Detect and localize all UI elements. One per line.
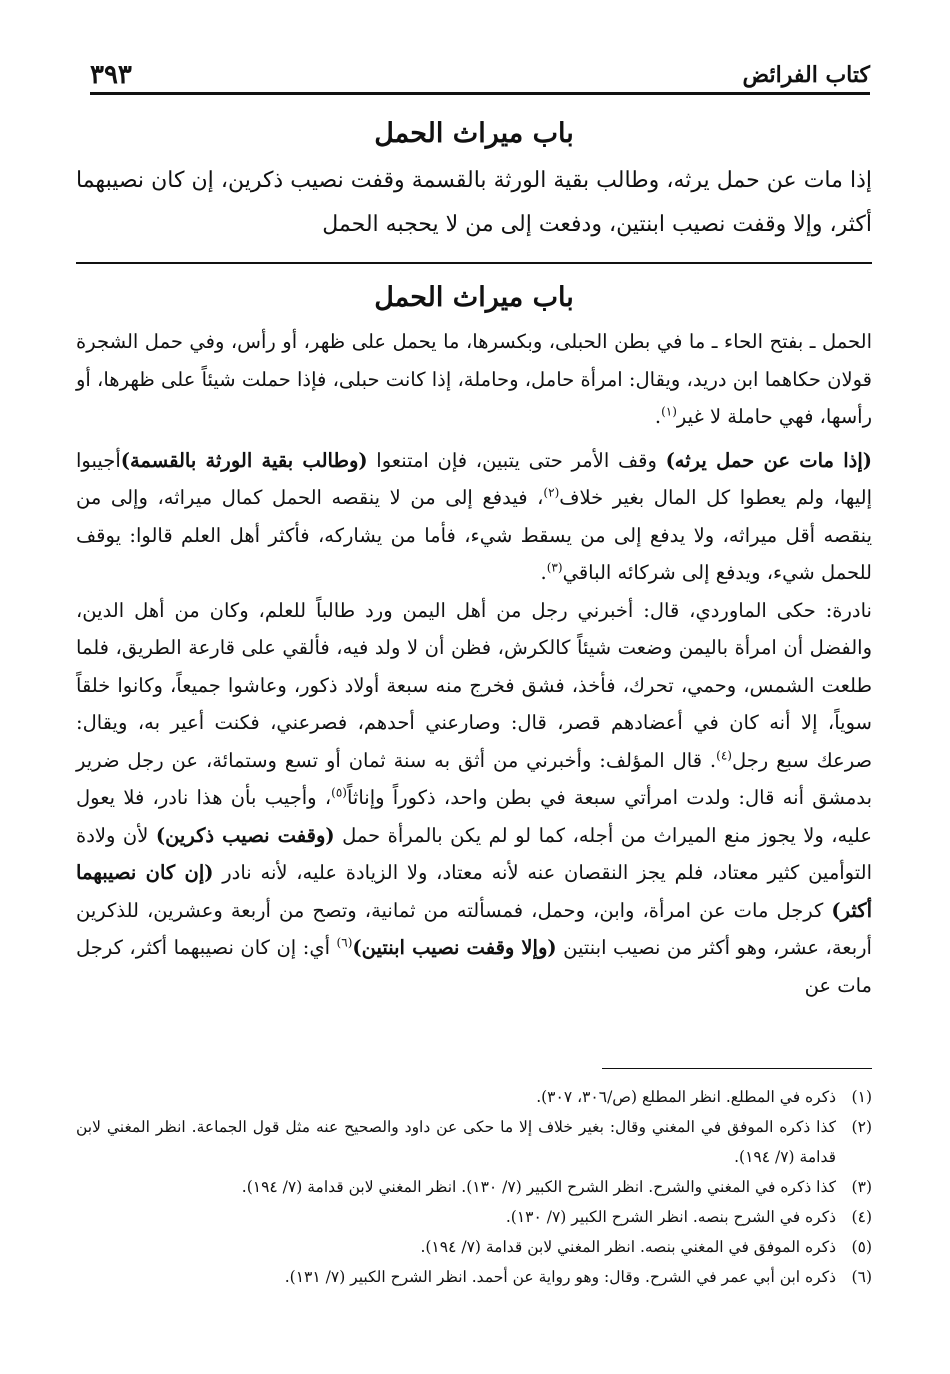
paragraph-text: . [654,405,662,428]
footnote [76,1082,872,1112]
footnote-text: ذكره في الشرح بنصه. انظر الشرح الكبير (٧/ ١٣٠). [505,1208,836,1226]
footnote-number: (٣) [851,1178,872,1196]
quoted-matn: (إذا مات عن حمل يرثه) [665,448,872,472]
commentary-paragraph [76,442,872,592]
quoted-matn: (وإلا وقفت نصيب ابنتين) [352,936,557,959]
commentary-chapter-title: باب ميراث الحمل [374,282,574,313]
paragraph-text: الحمل ـ بفتح الحاء ـ ما في بطن الحبلى، وبكسرها، ما يحمل على ظهر، أو رأس، وفي حمل الشجرة قولان حكاهما ابن دريد، ويقال: امرأة حامل، وحاملة، إذا كانت حبلى، فإذا حملت شيئاً على ظهرها، أو رأسها، فهي حاملة لا غير [76,330,872,428]
footnote-ref[interactable]: (١) [661,404,677,419]
paragraph-text: أي: إن كان نصيبهما أكثر، كرجل مات عن [76,936,872,997]
paragraph-text: ، وأجيب بأن هذا نادر، فلا يعول عليه، ولا يجوز منع الميراث من أجله، كما لو لم يكن بالمرأة حمل [76,786,872,847]
footnote-ref[interactable]: (٥) [331,785,347,800]
footnote-number: (٢) [851,1118,872,1136]
footnote-text: ذكره الموفق في المغني بنصه. انظر المغني لابن قدامة (٧/ ١٩٤). [420,1238,836,1256]
footnote [76,1262,872,1292]
matn-chapter-title: باب ميراث الحمل [374,118,574,149]
footnote-divider [602,1068,872,1069]
footnote-ref[interactable]: (٦) [336,935,353,950]
footnote-ref[interactable]: (٤) [716,748,732,762]
footnote-number: (٤) [851,1208,872,1226]
paragraph-text: وقف الأمر حتى يتبين، فإن امتنعوا [367,448,666,472]
footnote [76,1172,872,1202]
commentary-body [76,323,872,1004]
paragraph-text: لأن ولادة التوأمين كثير معتاد، فلم يجز النقصان عنه لأنه معتاد، ولا الزيادة عليه، لأنه نادر [76,823,872,884]
footnote-ref[interactable]: (٣) [546,560,563,575]
section-divider [76,262,872,264]
footnote [76,1112,872,1172]
footnote-number: (٦) [851,1268,872,1286]
page-number: ٣٩٣ [90,60,132,90]
quoted-matn: (وقفت نصيب ذكرين) [155,823,335,847]
commentary-paragraph [76,323,872,436]
footnote-text: ذكره ابن أبي عمر في الشرح. وقال: وهو رواية عن أحمد. انظر الشرح الكبير (٧/ ١٣١). [284,1268,836,1286]
paragraph-text: ، فيدفع إلى من لا ينقصه الحمل كمال ميراثه، وإلى من ينقصه أقل ميراثه، ولا يدفع إلى من يسقط شيء، فأما من يشاركه، فأكثر أهل العلم قالوا: يوقف للحمل شيء، ويدفع إلى شركائه الباقي [76,486,872,584]
running-title: كتاب الفرائض [742,62,870,88]
paragraph-text: أجيبوا إليها، ولم يعطوا كل المال بغير خلاف [76,448,873,509]
footnote [76,1202,872,1232]
footnotes [76,1082,872,1292]
footnote-text: كذا ذكره في المغني والشرح. انظر الشرح الكبير (٧/ ١٣٠). انظر المغني لابن قدامة (٧/ ١٩٤). [241,1178,836,1196]
footnote-text: ذكره في المطلع. انظر المطلع (ص/٣٠٦، ٣٠٧). [536,1088,836,1106]
commentary-section [76,282,872,1004]
footnote-ref[interactable]: (٢) [543,485,560,500]
quoted-matn: (وطالب بقية الورثة بالقسمة) [120,448,368,472]
commentary-paragraph [76,592,872,1005]
paragraph-text: . [540,561,547,584]
paragraph-text: . قال المؤلف: وأخبرني من أثق به سنة ثمان أو تسع وستمائة، عن رجل ضرير بدمشق أنه قال: ولدت امرأتي سبعة في بطن واحد، ذكوراً وإناثاً [76,748,873,809]
quoted-matn: (إن كان نصيبهما أكثر) [76,861,872,922]
paragraph-text: كرجل مات عن امرأة، وابن، وحمل، فمسألته من ثمانية، وتصح من أربعة وعشرين، للذكرين أربعة، عشر، وهو أكثر من نصيب ابنتين [76,898,872,959]
paragraph-text: نادرة: حكى الماوردي، قال: أخبرني رجل من أهل اليمن ورد طالباً للعلم، وكان من أهل الدين، والفضل أن امرأة باليمن وضعت شيئاً كالكرش، فظن أن لا ولد فيه، فألقي على قارعة الطريق، فلما طلعت الشمس، وحمي، تحرك، فأخذ، فشق فخرج منه سبعة أولاد ذكور، وعاشوا جميعاً، وكانوا خلقاً سوياً، إلا أنه كان في أعضادهم قصر، قال: وصارعني أحدهم، فصرعني، فكنت أعير به، ويقال: صرعك سبع رجل [76,598,873,772]
page-header [90,52,870,95]
footnote-text: كذا ذكره الموفق في المغني وقال: بغير خلاف إلا ما حكى عن داود والصحيح عنه مثل قول الجماعة. انظر المغني لابن قدامة (٧/ ١٩٤). [76,1118,836,1166]
matn-text: إذا مات عن حمل يرثه، وطالب بقية الورثة بالقسمة وقفت نصيب ذكرين، إن كان نصيبهما أكثر، وإلا وقفت نصيب ابنتين، ودفعت إلى من لا يحجبه الحمل [76,168,872,237]
footnote [76,1232,872,1262]
footnote-number: (٥) [851,1238,872,1256]
footnote-number: (١) [851,1088,872,1106]
matn-section [76,118,872,247]
